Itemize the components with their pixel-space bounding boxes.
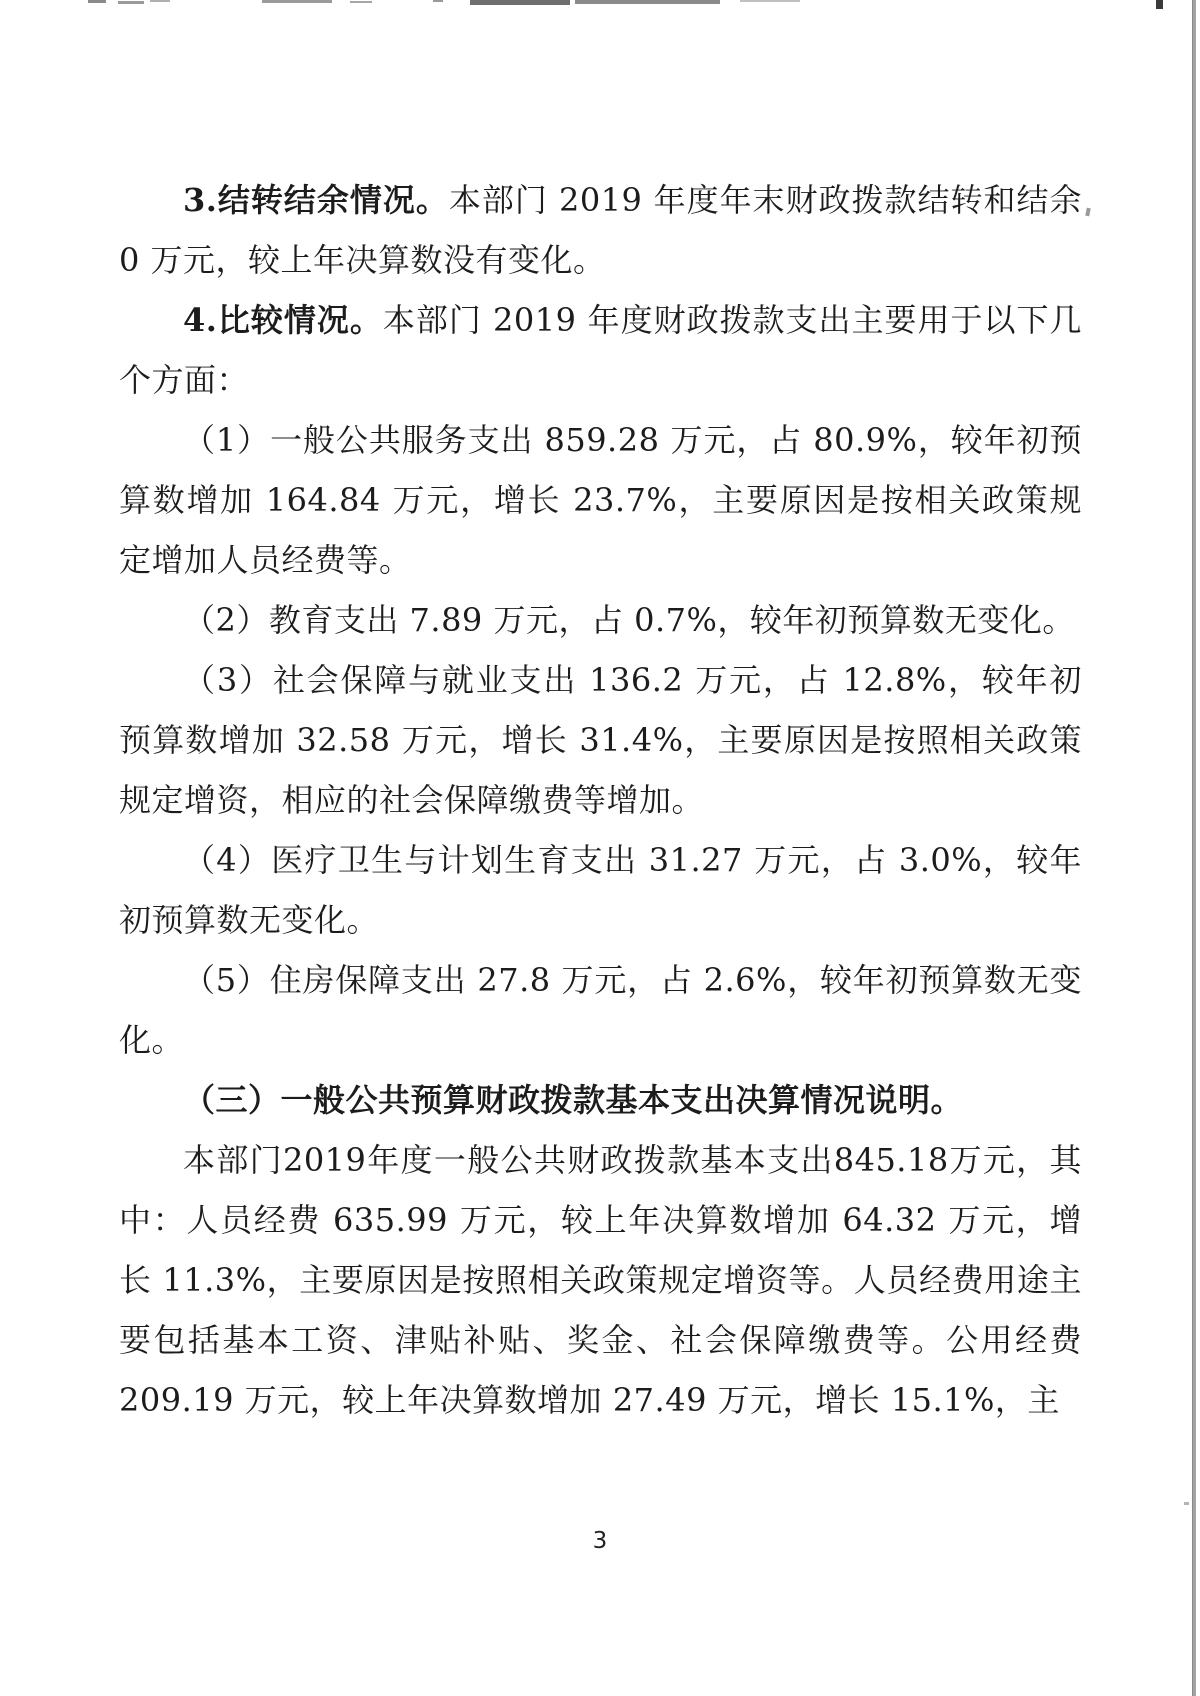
scan-smudge bbox=[470, 0, 570, 5]
scan-smudge bbox=[88, 0, 106, 3]
paragraph-lead: 3.结转结余情况。 bbox=[183, 181, 449, 219]
paragraph-item-4-health bbox=[119, 830, 1082, 950]
paragraph-basic-expenditure-detail bbox=[119, 1130, 1082, 1430]
page-footer bbox=[0, 1528, 1200, 1554]
paragraph-text: （5）住房保障支出 27.8 万元，占 2.6%，较年初预算数无变化。 bbox=[119, 961, 1082, 1059]
section-heading-basic-expenditure bbox=[119, 1070, 1082, 1130]
scan-corner-mark bbox=[1156, 0, 1163, 9]
document-body bbox=[119, 170, 1082, 1430]
scan-smudge bbox=[350, 1, 372, 3]
scan-speck bbox=[1184, 1502, 1189, 1505]
scan-smudge bbox=[740, 0, 800, 2]
scan-smudge bbox=[262, 0, 332, 3]
scan-smudge bbox=[150, 0, 170, 2]
scan-speck bbox=[1085, 208, 1091, 217]
paragraph-text: 本部门 2019 年度财政拨款支出主要用于以下几个方面： bbox=[119, 301, 1082, 399]
paragraph-text: 本部门2019年度一般公共财政拨款基本支出845.18万元，其中：人员经费 635.99 万元，较上年决算数增加 64.32 万元，增长 11.3%，主要原因是按照相关政策规定增资等。人员经费用途主要包括基本工资、津贴补贴、奖金、社会保障缴费等。公用经费 209.19 万元，较上年决算数增加 27.49 万元，增长 15.1%，主 bbox=[119, 1141, 1082, 1419]
paragraph-item-2-education bbox=[119, 590, 1082, 650]
section-heading-text: （三）一般公共预算财政拨款基本支出决算情况说明。 bbox=[183, 1081, 964, 1119]
scan-smudge bbox=[118, 1, 144, 4]
page-number: 3 bbox=[592, 1528, 608, 1554]
scan-smudge bbox=[575, 0, 720, 4]
paragraph-carryover-status bbox=[119, 170, 1082, 290]
scan-edge-line bbox=[1192, 0, 1196, 1696]
paragraph-lead: 4.比较情况。 bbox=[183, 301, 383, 339]
paragraph-text: 本部门 2019 年度年末财政拨款结转和结余 0 万元，较上年决算数没有变化。 bbox=[119, 181, 1082, 279]
paragraph-comparison-status bbox=[119, 290, 1082, 410]
paragraph-text: （1）一般公共服务支出 859.28 万元，占 80.9%，较年初预算数增加 164.84 万元，增长 23.7%，主要原因是按相关政策规定增加人员经费等。 bbox=[119, 421, 1082, 579]
paragraph-text: （3）社会保障与就业支出 136.2 万元，占 12.8%，较年初预算数增加 32.58 万元，增长 31.4%，主要原因是按照相关政策规定增资，相应的社会保障缴费等增加。 bbox=[119, 661, 1082, 819]
scan-smudge bbox=[433, 0, 443, 2]
paragraph-item-1-public-services bbox=[119, 410, 1082, 590]
paragraph-item-5-housing bbox=[119, 950, 1082, 1070]
paragraph-text: （4）医疗卫生与计划生育支出 31.27 万元，占 3.0%，较年初预算数无变化。 bbox=[119, 841, 1082, 939]
paragraph-text: （2）教育支出 7.89 万元，占 0.7%，较年初预算数无变化。 bbox=[183, 601, 1075, 639]
paragraph-item-3-social-security bbox=[119, 650, 1082, 830]
